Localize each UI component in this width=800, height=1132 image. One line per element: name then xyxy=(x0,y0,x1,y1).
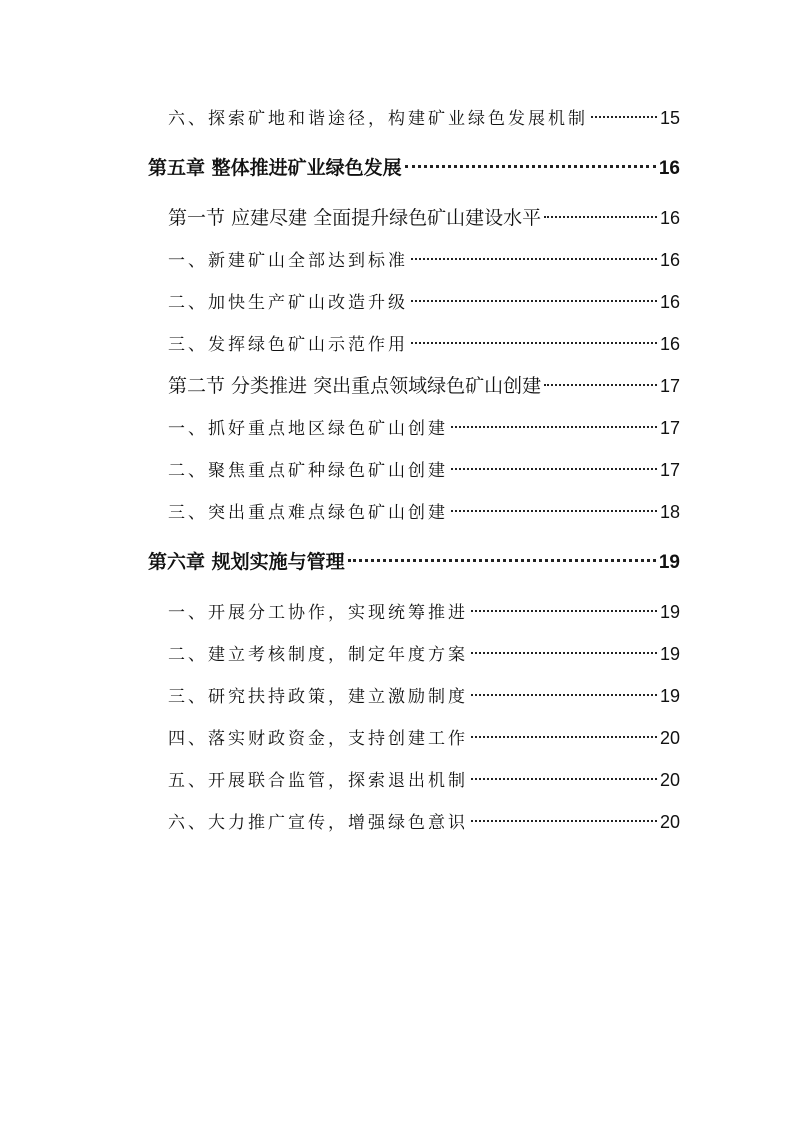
toc-item[interactable] xyxy=(168,287,680,317)
toc-page-number: 16 xyxy=(659,208,680,228)
dot-leader xyxy=(451,468,657,470)
toc-page-number: 20 xyxy=(659,812,680,832)
toc-item[interactable] xyxy=(168,723,680,753)
dot-leader xyxy=(411,342,657,344)
toc-section[interactable] xyxy=(168,371,680,401)
toc-page-number: 19 xyxy=(659,602,680,622)
toc-page-number: 19 xyxy=(659,644,680,664)
dot-leader xyxy=(348,559,656,562)
toc-title: 三、突出重点难点绿色矿山创建 xyxy=(168,503,448,523)
toc-page-number: 16 xyxy=(658,158,680,179)
toc-title: 六、大力推广宣传，增强绿色意识 xyxy=(168,813,468,833)
toc-page-number: 17 xyxy=(659,376,680,396)
toc-item[interactable] xyxy=(168,597,680,627)
toc-item[interactable] xyxy=(168,413,680,443)
toc-title: 第一节 应建尽建 全面提升绿色矿山建设水平 xyxy=(168,207,542,229)
toc-page-number: 17 xyxy=(659,418,680,438)
toc-title: 第五章 整体推进矿业绿色发展 xyxy=(148,157,402,179)
dot-leader xyxy=(411,258,657,260)
toc-title: 二、建立考核制度，制定年度方案 xyxy=(168,645,468,665)
toc-title: 三、研究扶持政策，建立激励制度 xyxy=(168,687,468,707)
toc-title: 六、探索矿地和谐途径，构建矿业绿色发展机制 xyxy=(168,109,588,129)
toc-title: 四、落实财政资金，支持创建工作 xyxy=(168,729,468,749)
toc-page-number: 19 xyxy=(658,552,680,573)
toc-page-number: 15 xyxy=(659,108,680,128)
toc-item[interactable] xyxy=(168,765,680,795)
toc-page-number: 16 xyxy=(659,292,680,312)
toc-title: 二、加快生产矿山改造升级 xyxy=(168,293,408,313)
toc-item[interactable] xyxy=(168,245,680,275)
dot-leader xyxy=(544,384,657,386)
toc-section[interactable] xyxy=(168,203,680,233)
dot-leader xyxy=(405,165,656,168)
dot-leader xyxy=(411,300,657,302)
toc-title: 第六章 规划实施与管理 xyxy=(148,551,345,573)
toc-page-number: 16 xyxy=(659,334,680,354)
toc-title: 一、新建矿山全部达到标准 xyxy=(168,251,408,271)
toc-item[interactable] xyxy=(168,681,680,711)
dot-leader xyxy=(591,116,657,118)
toc-page-number: 17 xyxy=(659,460,680,480)
toc-title: 一、抓好重点地区绿色矿山创建 xyxy=(168,419,448,439)
toc-page-number: 19 xyxy=(659,686,680,706)
toc-chapter[interactable] xyxy=(148,153,680,183)
toc-page-number: 16 xyxy=(659,250,680,270)
toc-item[interactable] xyxy=(168,103,680,133)
dot-leader xyxy=(471,652,657,654)
toc-page-number: 18 xyxy=(659,502,680,522)
dot-leader xyxy=(471,694,657,696)
toc-page-number: 20 xyxy=(659,728,680,748)
toc-item[interactable] xyxy=(168,639,680,669)
dot-leader xyxy=(471,610,657,612)
toc-chapter[interactable] xyxy=(148,547,680,577)
dot-leader xyxy=(451,510,657,512)
dot-leader xyxy=(471,736,657,738)
dot-leader xyxy=(544,216,657,218)
toc-title: 第二节 分类推进 突出重点领域绿色矿山创建 xyxy=(168,375,542,397)
toc-page-number: 20 xyxy=(659,770,680,790)
dot-leader xyxy=(471,778,657,780)
toc-title: 二、聚焦重点矿种绿色矿山创建 xyxy=(168,461,448,481)
toc-title: 三、发挥绿色矿山示范作用 xyxy=(168,335,408,355)
toc-item[interactable] xyxy=(168,497,680,527)
toc-item[interactable] xyxy=(168,455,680,485)
toc-title: 一、开展分工协作，实现统筹推进 xyxy=(168,603,468,623)
toc-item[interactable] xyxy=(168,807,680,837)
toc-title: 五、开展联合监管，探索退出机制 xyxy=(168,771,468,791)
dot-leader xyxy=(471,820,657,822)
toc-item[interactable] xyxy=(168,329,680,359)
dot-leader xyxy=(451,426,657,428)
